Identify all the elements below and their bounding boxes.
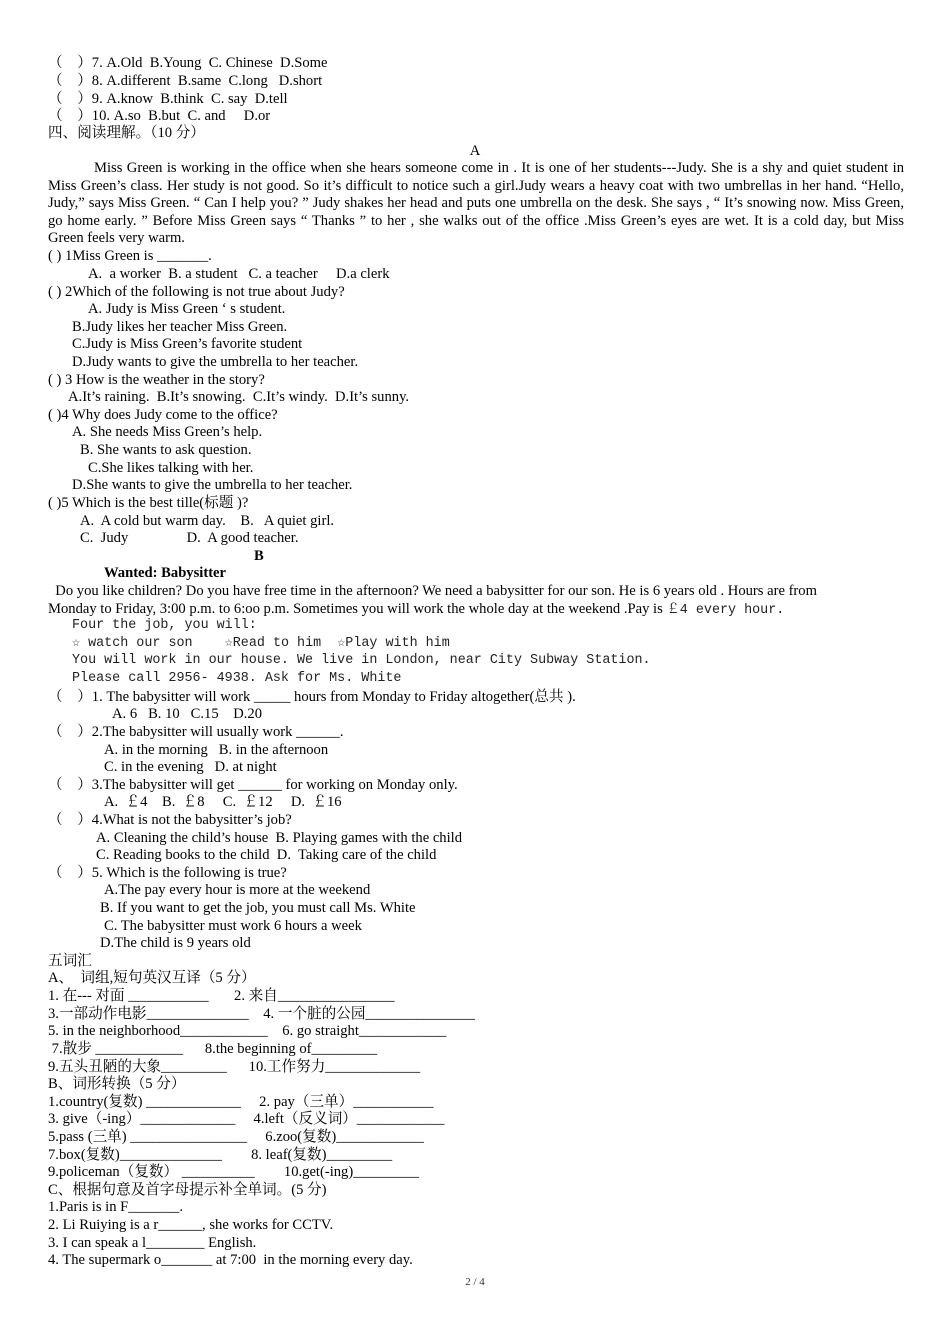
- reading-b-q1: （ ）1. The babysitter will work _____ hours from Monday to Friday altogether(总共 ).: [48, 689, 576, 705]
- question-7: （ ）7. A.Old B.Young C. Chinese D.Some: [48, 55, 328, 71]
- reading-b-q5-option-b: B. If you want to get the job, you must call Ms. White: [100, 900, 416, 916]
- reading-a-q4-option-b: B. She wants to ask question.: [80, 442, 252, 458]
- reading-a-q4-option-a: A. She needs Miss Green’s help.: [72, 424, 263, 440]
- section-5c-title: C、根据句意及首字母提示补全单词。(5 分): [48, 1182, 327, 1198]
- section-5b-title: B、词形转换（5 分）: [48, 1076, 186, 1092]
- vocab-a-line-4: 7.散步 ____________ 8.the beginning of_________: [48, 1041, 378, 1057]
- vocab-c-line-3: 3. I can speak a l________ English.: [48, 1235, 257, 1251]
- reading-b-q5-option-c: C. The babysitter must work 6 hours a week: [104, 918, 362, 934]
- reading-b-q5-option-d: D.The child is 9 years old: [100, 935, 251, 951]
- passage-a-label: A: [469, 143, 481, 159]
- vocab-b-line-3: 5.pass (三单) ________________ 6.zoo(复数)____________: [48, 1129, 424, 1145]
- reading-a-q5: ( )5 Which is the best tille(标题 )?: [48, 495, 249, 511]
- ad-line-2: ☆ watch our son ☆Read to him ☆Play with him: [72, 636, 450, 651]
- passage-a-text: [48, 160, 904, 248]
- reading-a-q5-options-cd: C. Judy D. A good teacher.: [80, 530, 299, 546]
- question-9: （ ）9. A.know B.think C. say D.tell: [48, 91, 288, 107]
- reading-b-q3-options: A. ￡4 B. ￡8 C. ￡12 D. ￡16: [104, 794, 342, 810]
- ad-line-3: You will work in our house. We live in London, near City Subway Station.: [72, 653, 651, 668]
- reading-b-q3: （ ）3.The babysitter will get ______ for working on Monday only.: [48, 777, 458, 793]
- reading-a-q2-option-a: A. Judy is Miss Green ‘ s student.: [88, 301, 286, 317]
- vocab-a-line-5: 9.五头丑陋的大象_________ 10.工作努力_____________: [48, 1059, 421, 1075]
- reading-a-q4: ( )4 Why does Judy come to the office?: [48, 407, 278, 423]
- passage-a-body: Miss Green is working in the office when she hears someone come in . It is one of her students---Judy. She is a shy and quiet student in Miss Green’s class. Her study is not good. So it’s difficult to notice such a girl.Judy wears a heavy coat with two umbrellas in her hand. “Hello, Judy,” says Miss Green. “ Can I help you? ” Judy shakes her head and puts one umbrella on the desk. She says , “ It’s snowing now. Miss Green, go home early. ” Before Miss Green says “ Thanks ” to her , she walks out of the office .Miss Green’s eyes are wet. It is a cold day, but Miss Green feels very warm.: [48, 160, 904, 247]
- reading-a-q2-option-d: D.Judy wants to give the umbrella to her teacher.: [72, 354, 359, 370]
- reading-a-q4-option-d: D.She wants to give the umbrella to her teacher.: [72, 477, 353, 493]
- reading-a-q5-options-ab: A. A cold but warm day. B. A quiet girl.: [80, 513, 335, 529]
- vocab-a-line-3: 5. in the neighborhood____________ 6. go straight____________: [48, 1023, 447, 1039]
- vocab-c-line-1: 1.Paris is in F_______.: [48, 1199, 184, 1215]
- passage-b-label: B: [254, 548, 264, 564]
- reading-b-q1-options: A. 6 B. 10 C.15 D.20: [112, 706, 262, 722]
- ad-line-1: Four the job, you will:: [72, 618, 257, 633]
- vocab-c-line-2: 2. Li Ruiying is a r______, she works for CCTV.: [48, 1217, 334, 1233]
- passage-b-text-line-1: Do you like children? Do you have free time in the afternoon? We need a babysitter for our son. He is 6 years old . Hours are from: [48, 583, 817, 599]
- vocab-b-line-2: 3. give（-ing）_____________ 4.left（反义词）____________: [48, 1111, 445, 1127]
- page-number: 2 / 4: [465, 1276, 485, 1288]
- vocab-a-line-2: 3.一部动作电影______________ 4. 一个脏的公园_______________: [48, 1006, 475, 1022]
- vocab-c-line-4: 4. The supermark o_______ at 7:00 in the morning every day.: [48, 1252, 413, 1268]
- reading-a-q2-option-c: C.Judy is Miss Green’s favorite student: [72, 336, 303, 352]
- section-5-title: 五词汇: [48, 953, 92, 969]
- reading-a-q1: ( ) 1Miss Green is _______.: [48, 248, 212, 264]
- reading-b-q4-options-cd: C. Reading books to the child D. Taking care of the child: [96, 847, 437, 863]
- reading-a-q2: ( ) 2Which of the following is not true about Judy?: [48, 284, 345, 300]
- question-8: （ ）8. A.different B.same C.long D.short: [48, 73, 323, 89]
- reading-a-q1-options: A. a worker B. a student C. a teacher D.a clerk: [88, 266, 390, 282]
- reading-b-q2: （ ）2.The babysitter will usually work ______.: [48, 724, 344, 740]
- reading-b-q5: （ ）5. Which is the following is true?: [48, 865, 287, 881]
- section-5a-title: A、 词组,短句英汉互译（5 分）: [48, 970, 256, 986]
- reading-b-q4: （ ）4.What is not the babysitter’s job?: [48, 812, 292, 828]
- passage-b-pay: ￡4 every hour.: [666, 603, 785, 618]
- reading-a-q4-option-c: C.She likes talking with her.: [88, 460, 254, 476]
- passage-b-title: Wanted: Babysitter: [104, 565, 227, 581]
- question-10: （ ）10. A.so B.but C. and D.or: [48, 108, 271, 124]
- vocab-b-line-4: 7.box(复数)______________ 8. leaf(复数)_________: [48, 1147, 393, 1163]
- ad-line-4: Please call 2956- 4938. Ask for Ms. White: [72, 671, 402, 686]
- reading-b-q2-options-ab: A. in the morning B. in the afternoon: [104, 742, 329, 758]
- vocab-a-line-1: 1. 在--- 对面 ___________ 2. 来自________________: [48, 988, 395, 1004]
- reading-b-q5-option-a: A.The pay every hour is more at the weekend: [104, 882, 371, 898]
- reading-b-q4-options-ab: A. Cleaning the child’s house B. Playing games with the child: [96, 830, 463, 846]
- section-4-title: 四、阅读理解。（10 分）: [48, 125, 205, 141]
- passage-b-text-line-2-main: Monday to Friday, 3:00 p.m. to 6:oo p.m. Sometimes you will work the whole day at the weekend .Pay is: [48, 601, 667, 617]
- reading-b-q2-options-cd: C. in the evening D. at night: [104, 759, 277, 775]
- reading-a-q3: ( ) 3 How is the weather in the story?: [48, 372, 265, 388]
- vocab-b-line-1: 1.country(复数) _____________ 2. pay（三单）___________: [48, 1094, 434, 1110]
- vocab-b-line-5: 9.policeman（复数） __________ 10.get(-ing)_________: [48, 1164, 419, 1180]
- reading-a-q3-options: A.It’s raining. B.It’s snowing. C.It’s windy. D.It’s sunny.: [68, 389, 410, 405]
- reading-a-q2-option-b: B.Judy likes her teacher Miss Green.: [72, 319, 288, 335]
